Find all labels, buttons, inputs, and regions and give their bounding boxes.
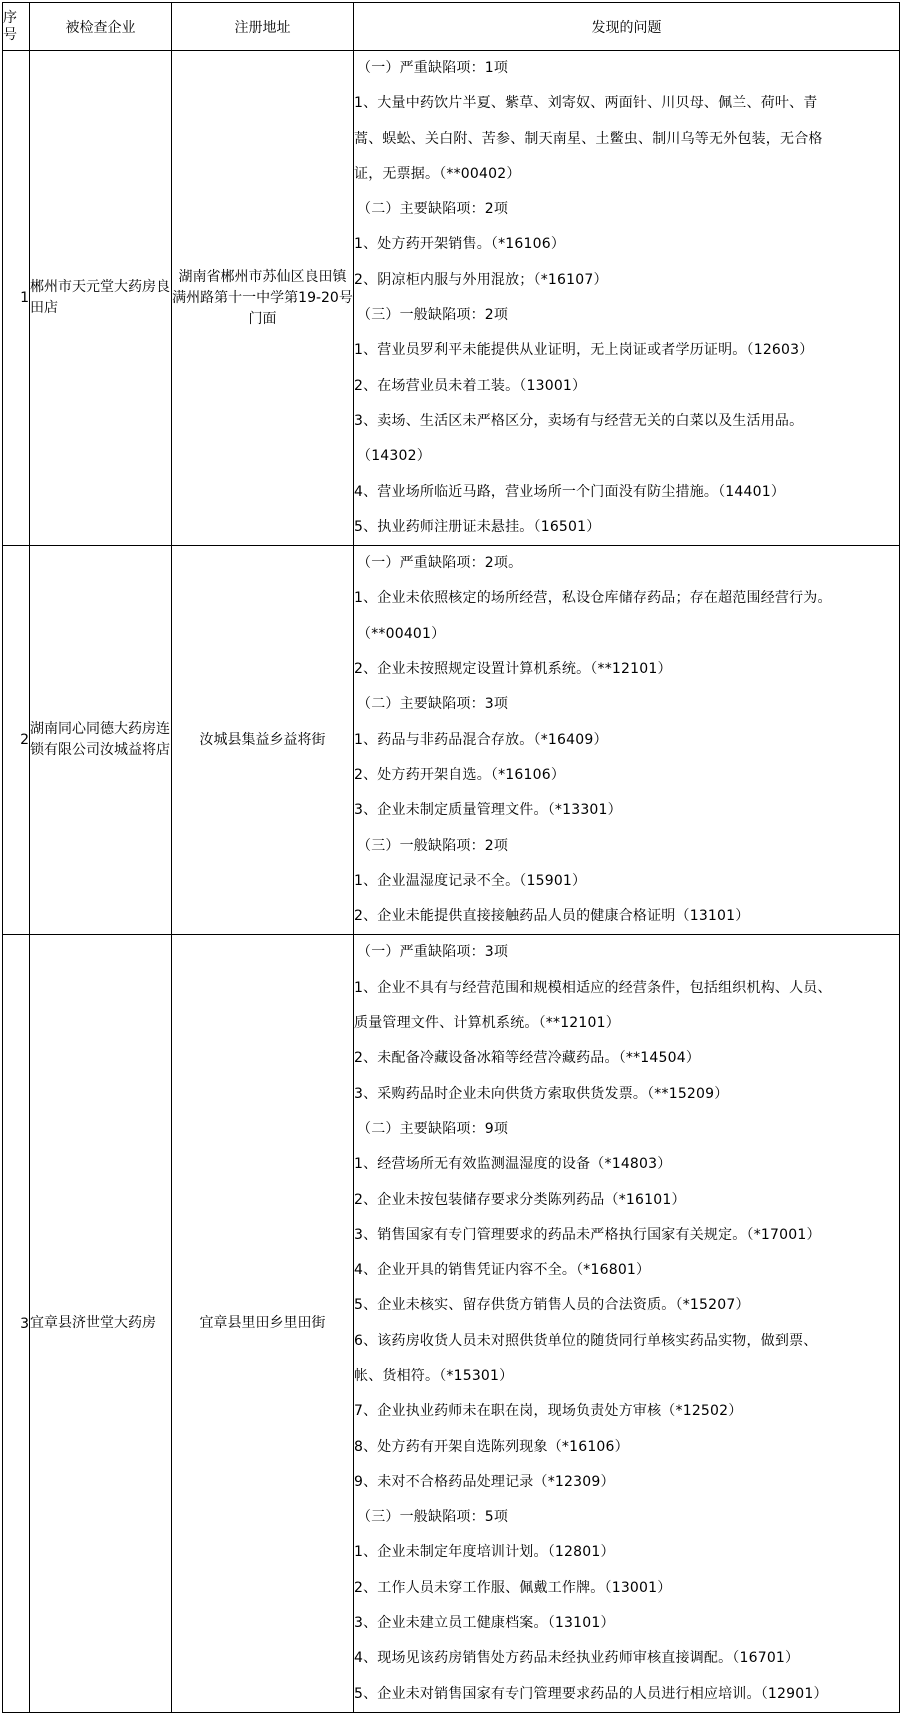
finding-item: 3、采购药品时企业未向供货方索取供货发票。（**15209） [354, 1085, 729, 1102]
finding-item: 5、企业未核实、留存供货方销售人员的合法资质。（*15207） [354, 1297, 750, 1314]
finding-item: 2、未配备冷藏设备冰箱等经营冷藏药品。（**14504） [354, 1050, 701, 1067]
registered-address: 宜章县里田乡里田街 [172, 935, 354, 1713]
finding-item: 蒿、蜈蚣、关白附、苦参、制天南星、土鳖虫、制川乌等无外包装，无合格 [354, 130, 823, 147]
finding-section-heading: （二）主要缺陷项：9项 [357, 1120, 509, 1137]
finding-section-heading: （**00401） [357, 625, 446, 642]
finding-item: 5、企业未对销售国家有专门管理要求药品的人员进行相应培训。（12901） [354, 1685, 828, 1702]
finding-section-heading: （一）严重缺陷项：2项。 [357, 555, 523, 572]
finding-item: 帐、货相符。（*15301） [354, 1367, 514, 1384]
finding-item: 1、处方药开架销售。（*16106） [354, 236, 566, 253]
finding-item: 3、企业未建立员工健康档案。（13101） [354, 1615, 615, 1632]
finding-item: 4、现场见该药房销售处方药品未经执业药师审核直接调配。（16701） [354, 1650, 800, 1667]
finding-item: 5、执业药师注册证未悬挂。（16501） [354, 518, 601, 535]
header-findings: 发现的问题 [354, 3, 900, 51]
finding-item: 2、处方药开架自选。（*16106） [354, 766, 566, 783]
finding-item: 1、营业员罗利平未能提供从业证明，无上岗证或者学历证明。（12603） [354, 342, 814, 359]
finding-item: 3、企业未制定质量管理文件。（*13301） [354, 802, 622, 819]
finding-item: 2、企业未能提供直接接触药品人员的健康合格证明（13101） [354, 908, 750, 925]
finding-item: 7、企业执业药师未在职在岗，现场负责处方审核（*12502） [354, 1403, 743, 1420]
findings-cell [354, 546, 900, 935]
finding-item: 2、企业未按包装储存要求分类陈列药品（*16101） [354, 1191, 686, 1208]
finding-item: 证，无票据。（**00402） [354, 165, 521, 182]
finding-item: 3、卖场、生活区未严格区分，卖场有与经营无关的白菜以及生活用品。 [354, 412, 804, 429]
row-number: 3 [3, 935, 30, 1713]
finding-section-heading: （三）一般缺陷项：2项 [357, 307, 509, 324]
registered-address: 湖南省郴州市苏仙区良田镇满州路第十一中学第19-20号门面 [172, 51, 354, 546]
header-address: 注册地址 [172, 3, 354, 51]
finding-item: 1、企业不具有与经营范围和规模相适应的经营条件，包括组织机构、人员、 [354, 979, 832, 996]
table-row [3, 935, 900, 1713]
finding-section-heading: （三）一般缺陷项：2项 [357, 837, 509, 854]
enterprise-name: 宜章县济世堂大药房 [30, 935, 172, 1713]
registered-address: 汝城县集益乡益将街 [172, 546, 354, 935]
finding-section-heading: （三）一般缺陷项：5项 [357, 1509, 509, 1526]
table-row [3, 51, 900, 546]
finding-item: 2、阴凉柜内服与外用混放；（*16107） [354, 271, 608, 288]
finding-item: 质量管理文件、计算机系统。（**12101） [354, 1015, 620, 1032]
enterprise-name: 湖南同心同德大药房连锁有限公司汝城益将店 [30, 546, 172, 935]
finding-item: 1、经营场所无有效监测温湿度的设备（*14803） [354, 1156, 672, 1173]
finding-item: 1、企业未依照核定的场所经营，私设仓库储存药品；存在超范围经营行为。 [354, 590, 832, 607]
table-row [3, 546, 900, 935]
header-row [3, 3, 900, 51]
finding-item: 8、处方药有开架自选陈列现象（*16106） [354, 1438, 629, 1455]
table-body [3, 51, 900, 1713]
finding-item: 1、药品与非药品混合存放。（*16409） [354, 731, 608, 748]
header-enterprise: 被检查企业 [30, 3, 172, 51]
finding-item: 3、销售国家有专门管理要求的药品未严格执行国家有关规定。（*17001） [354, 1226, 821, 1243]
finding-section-heading: （14302） [357, 448, 431, 465]
finding-item: 2、工作人员未穿工作服、佩戴工作牌。（13001） [354, 1579, 672, 1596]
finding-section-heading: （一）严重缺陷项：3项 [357, 944, 509, 961]
row-number: 1 [3, 51, 30, 546]
finding-item: 1、企业温湿度记录不全。（15901） [354, 872, 587, 889]
finding-item: 4、营业场所临近马路，营业场所一个门面没有防尘措施。（14401） [354, 483, 786, 500]
row-number: 2 [3, 546, 30, 935]
finding-item: 2、企业未按照规定设置计算机系统。（**12101） [354, 661, 672, 678]
header-no: 序号 [3, 3, 30, 51]
findings-cell [354, 51, 900, 546]
finding-item: 6、该药房收货人员未对照供货单位的随货同行单核实药品实物，做到票、 [354, 1332, 818, 1349]
finding-section-heading: （一）严重缺陷项：1项 [357, 60, 509, 76]
finding-section-heading: （二）主要缺陷项：2项 [357, 201, 509, 218]
finding-section-heading: （二）主要缺陷项：3项 [357, 696, 509, 713]
findings-cell [354, 935, 900, 1713]
finding-item: 9、未对不合格药品处理记录（*12309） [354, 1473, 615, 1490]
finding-item: 1、大量中药饮片半夏、紫草、刘寄奴、两面针、川贝母、佩兰、荷叶、青 [354, 95, 818, 112]
finding-item: 1、企业未制定年度培训计划。（12801） [354, 1544, 615, 1561]
inspection-table [2, 2, 900, 1713]
finding-item: 2、在场营业员未着工装。（13001） [354, 377, 587, 394]
enterprise-name: 郴州市天元堂大药房良田店 [30, 51, 172, 546]
finding-item: 4、企业开具的销售凭证内容不全。（*16801） [354, 1262, 651, 1279]
